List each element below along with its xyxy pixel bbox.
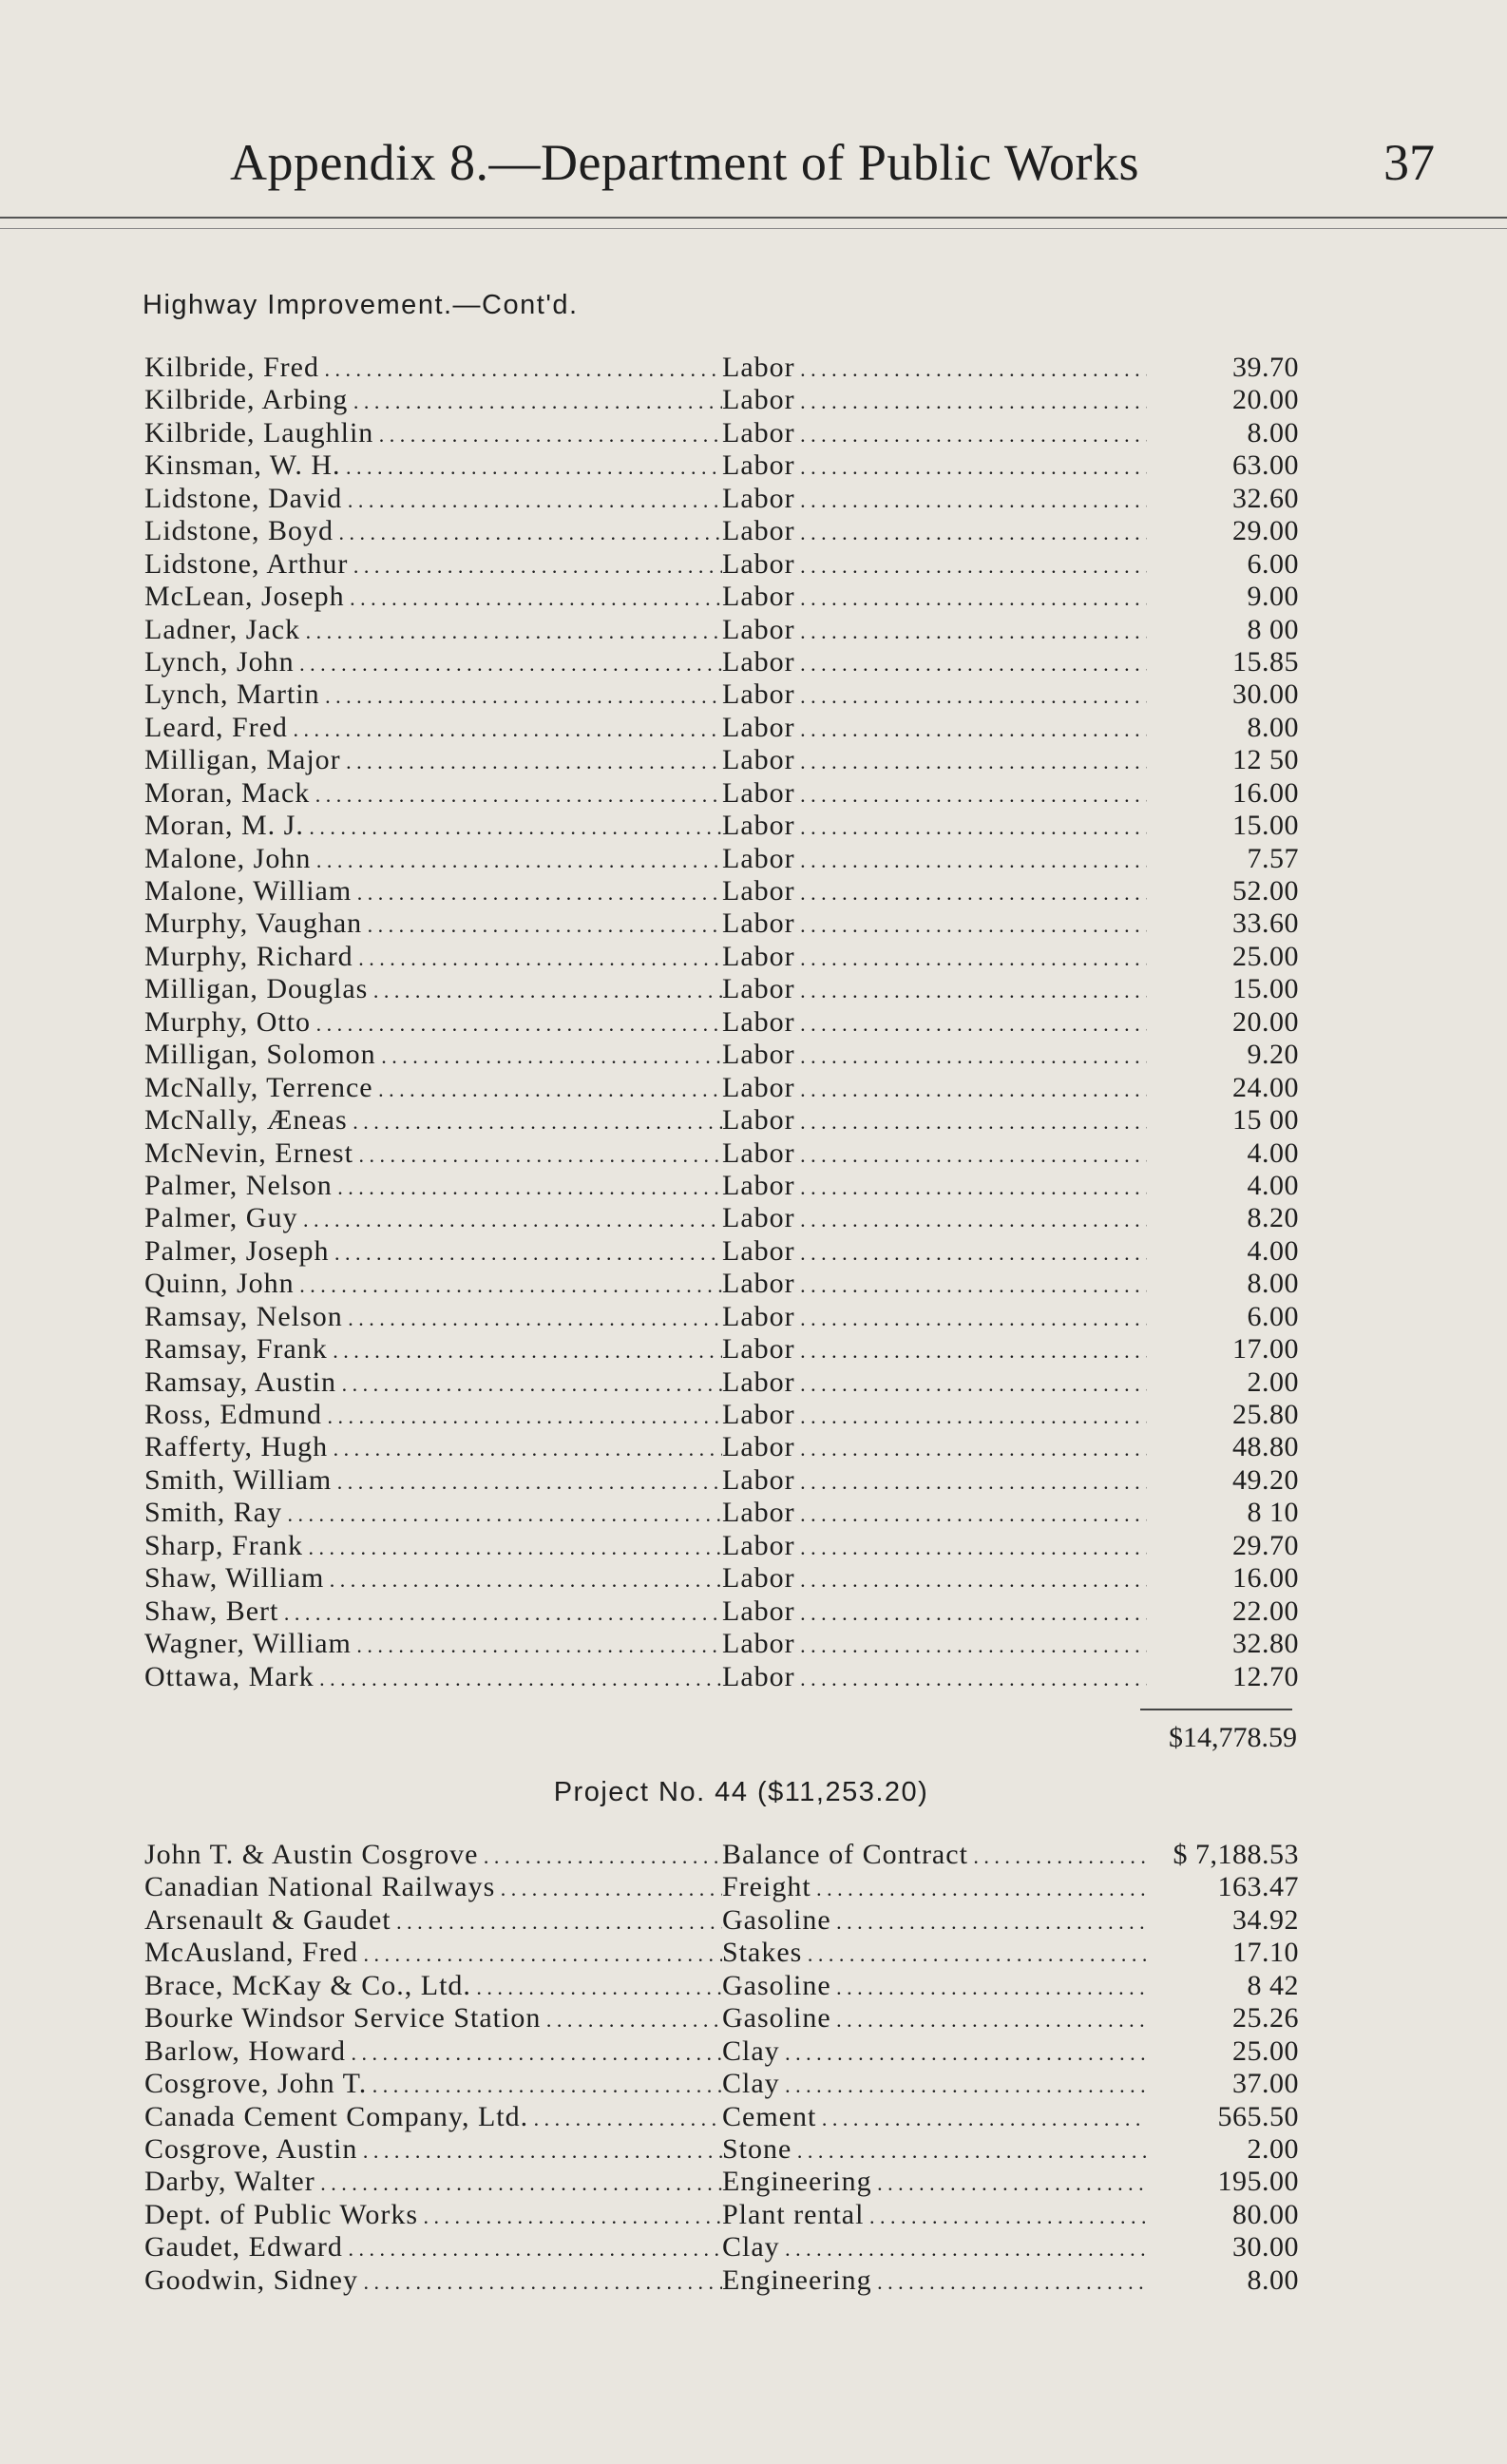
amount: 565.50 bbox=[1147, 2101, 1299, 2133]
amount: 20.00 bbox=[1147, 1006, 1299, 1039]
payee-name bbox=[144, 1006, 722, 1041]
payee-name-text: McNally, Terrence bbox=[144, 1071, 373, 1103]
highway-ledger bbox=[144, 352, 1299, 1693]
payee-name-text: Bourke Windsor Service Station bbox=[144, 2002, 542, 2034]
payee-name bbox=[144, 1170, 722, 1204]
payee-name-text: Smith, Ray bbox=[144, 1497, 283, 1529]
amount: 16.00 bbox=[1147, 1562, 1299, 1595]
amount: 15.85 bbox=[1147, 646, 1299, 678]
payee-name-text: Ross, Edmund bbox=[144, 1399, 323, 1430]
expense-item-text: Gasoline bbox=[722, 1969, 831, 2001]
expense-item-text: Labor bbox=[722, 515, 795, 547]
amount: 29.70 bbox=[1147, 1530, 1299, 1562]
expense-item-text: Labor bbox=[722, 842, 795, 874]
ledger-row bbox=[144, 1399, 1299, 1431]
amount: 15.00 bbox=[1147, 810, 1299, 842]
amount: 8.00 bbox=[1147, 2264, 1299, 2297]
expense-item-text: Clay bbox=[722, 2231, 780, 2263]
expense-item-text: Labor bbox=[722, 1039, 795, 1071]
payee-name bbox=[144, 1562, 722, 1596]
expense-item-text: Labor bbox=[722, 1071, 795, 1103]
ledger-row bbox=[144, 907, 1299, 940]
total-rule bbox=[1140, 1709, 1292, 1710]
amount: 9.20 bbox=[1147, 1039, 1299, 1071]
expense-item-text: Labor bbox=[722, 1595, 795, 1627]
ledger-row bbox=[144, 1104, 1299, 1136]
payee-name bbox=[144, 1268, 722, 1302]
amount: 16.00 bbox=[1147, 777, 1299, 810]
expense-item-text: Labor bbox=[722, 1202, 795, 1234]
expense-item-text: Labor bbox=[722, 1399, 795, 1430]
expense-item-text: Engineering bbox=[722, 2263, 872, 2296]
ledger-row bbox=[144, 417, 1299, 449]
ledger-row bbox=[144, 1904, 1299, 1937]
ledger-row bbox=[144, 1202, 1299, 1234]
amount: 63.00 bbox=[1147, 449, 1299, 482]
payee-name-text: Goodwin, Sidney bbox=[144, 2263, 358, 2296]
payee-name-text: Moran, Mack bbox=[144, 776, 311, 809]
expense-item-text: Labor bbox=[722, 1463, 795, 1496]
payee-name bbox=[144, 810, 722, 844]
ledger-row bbox=[144, 646, 1299, 678]
payee-name bbox=[144, 2133, 722, 2168]
payee-name-text: Arsenault & Gaudet bbox=[144, 1903, 391, 1936]
expense-item-text: Labor bbox=[722, 1104, 795, 1136]
payee-name bbox=[144, 2068, 722, 2102]
ledger-row bbox=[144, 1562, 1299, 1595]
payee-name bbox=[144, 1595, 722, 1630]
amount: 2.00 bbox=[1147, 1366, 1299, 1399]
amount: 17.10 bbox=[1147, 1937, 1299, 1969]
ledger-row bbox=[144, 1970, 1299, 2002]
ledger-row bbox=[144, 1039, 1299, 1071]
expense-item-text: Gasoline bbox=[722, 2002, 831, 2034]
amount: 4.00 bbox=[1147, 1137, 1299, 1170]
expense-item-text: Labor bbox=[722, 449, 795, 482]
ledger-row bbox=[144, 2002, 1299, 2034]
payee-name-text: Palmer, Guy bbox=[144, 1202, 298, 1234]
payee-name-text: Sharp, Frank bbox=[144, 1529, 303, 1561]
ledger-row bbox=[144, 1464, 1299, 1497]
expense-item-text: Labor bbox=[722, 1268, 795, 1300]
payee-name bbox=[144, 875, 722, 909]
payee-name-text: McNevin, Ernest bbox=[144, 1136, 353, 1169]
amount: $ 7,188.53 bbox=[1147, 1839, 1299, 1871]
amount: 15.00 bbox=[1147, 973, 1299, 1005]
highway-total: $14,778.59 bbox=[1169, 1722, 1297, 1753]
expense-item-text: Labor bbox=[722, 1529, 795, 1561]
payee-name-text: Shaw, William bbox=[144, 1562, 325, 1595]
amount: 24.00 bbox=[1147, 1072, 1299, 1104]
payee-name bbox=[144, 1871, 722, 1905]
amount: 17.00 bbox=[1147, 1333, 1299, 1366]
payee-name bbox=[144, 2101, 722, 2135]
payee-name-text: Kilbride, Laughlin bbox=[144, 416, 374, 449]
expense-item-text: Clay bbox=[722, 2034, 780, 2067]
amount: 20.00 bbox=[1147, 384, 1299, 416]
payee-name-text: Barlow, Howard bbox=[144, 2034, 347, 2067]
expense-item-text: Labor bbox=[722, 711, 795, 743]
expense-item-text: Labor bbox=[722, 1497, 795, 1529]
page-header bbox=[190, 133, 1435, 200]
ledger-row bbox=[144, 449, 1299, 482]
expense-item-text: Labor bbox=[722, 1366, 795, 1398]
ledger-row bbox=[144, 1366, 1299, 1399]
payee-name-text: Ramsay, Nelson bbox=[144, 1300, 343, 1332]
expense-item-text: Labor bbox=[722, 1136, 795, 1169]
amount: 8.00 bbox=[1147, 712, 1299, 744]
expense-item-text: Labor bbox=[722, 875, 795, 907]
payee-name bbox=[144, 712, 722, 746]
payee-name bbox=[144, 1497, 722, 1531]
ledger-row bbox=[144, 810, 1299, 842]
ledger-row bbox=[144, 744, 1299, 776]
expense-item-text: Labor bbox=[722, 1234, 795, 1267]
expense-item-text: Labor bbox=[722, 416, 795, 449]
amount: 8.00 bbox=[1147, 1268, 1299, 1300]
expense-item-text: Labor bbox=[722, 744, 795, 776]
ledger-row bbox=[144, 1839, 1299, 1871]
expense-item-text: Freight bbox=[722, 1871, 811, 1903]
ledger-row bbox=[144, 1628, 1299, 1660]
payee-name-text: Lynch, John bbox=[144, 645, 295, 678]
payee-name-text: McAusland, Fred bbox=[144, 1937, 358, 1969]
project-heading: Project No. 44 ($11,253.20) bbox=[553, 1777, 929, 1807]
ledger-row bbox=[144, 1301, 1299, 1333]
expense-item-text: Stone bbox=[722, 2132, 792, 2165]
amount: 8.20 bbox=[1147, 1202, 1299, 1234]
amount: 37.00 bbox=[1147, 2068, 1299, 2100]
amount: 25.00 bbox=[1147, 2035, 1299, 2068]
expense-item-text: Labor bbox=[722, 581, 795, 613]
amount: 48.80 bbox=[1147, 1431, 1299, 1463]
payee-name-text: Kilbride, Fred bbox=[144, 352, 319, 383]
ledger-row bbox=[144, 2101, 1299, 2133]
payee-name bbox=[144, 1104, 722, 1138]
expense-item-text: Balance of Contract bbox=[722, 1839, 968, 1870]
expense-item-text: Labor bbox=[722, 352, 795, 383]
payee-name-text: Malone, William bbox=[144, 875, 353, 907]
payee-name-text: Wagner, William bbox=[144, 1628, 352, 1660]
amount: 4.00 bbox=[1147, 1235, 1299, 1268]
payee-name-text: Murphy, Vaughan bbox=[144, 907, 363, 940]
payee-name bbox=[144, 941, 722, 975]
amount: 25.26 bbox=[1147, 2002, 1299, 2034]
expense-item-text: Labor bbox=[722, 547, 795, 580]
ledger-row bbox=[144, 1333, 1299, 1366]
payee-name-text: Milligan, Douglas bbox=[144, 973, 369, 1005]
ledger-row bbox=[144, 614, 1299, 646]
payee-name-text: Canadian National Railways bbox=[144, 1871, 496, 1903]
payee-name-text: Murphy, Richard bbox=[144, 940, 353, 972]
ledger-row bbox=[144, 1170, 1299, 1202]
ledger-row bbox=[144, 1235, 1299, 1268]
payee-name bbox=[144, 1137, 722, 1172]
payee-name-text: Dept. of Public Works bbox=[144, 2198, 419, 2230]
payee-name bbox=[144, 352, 722, 386]
expense-item-text: Labor bbox=[722, 1169, 795, 1201]
payee-name bbox=[144, 2035, 722, 2070]
expense-item-text: Labor bbox=[722, 384, 795, 416]
amount: 80.00 bbox=[1147, 2199, 1299, 2231]
payee-name-text: Ladner, Jack bbox=[144, 613, 301, 645]
payee-name bbox=[144, 1333, 722, 1367]
ledger-row bbox=[144, 515, 1299, 547]
payee-name bbox=[144, 1072, 722, 1106]
payee-name-text: Lidstone, David bbox=[144, 482, 343, 514]
expense-item-text: Gasoline bbox=[722, 1903, 831, 1936]
expense-item-text: Plant rental bbox=[722, 2198, 865, 2230]
payee-name-text: Gaudet, Edward bbox=[144, 2231, 343, 2263]
ledger-row bbox=[144, 384, 1299, 416]
payee-name-text: Malone, John bbox=[144, 842, 312, 874]
payee-name bbox=[144, 1039, 722, 1073]
payee-name bbox=[144, 1970, 722, 2004]
expense-item-text: Labor bbox=[722, 776, 795, 809]
payee-name bbox=[144, 417, 722, 451]
payee-name-text: Cosgrove, John T. bbox=[144, 2068, 368, 2100]
amount: 9.00 bbox=[1147, 581, 1299, 613]
amount: 30.00 bbox=[1147, 2231, 1299, 2263]
payee-name-text: Moran, M. J. bbox=[144, 810, 304, 842]
payee-name-text: Cosgrove, Austin bbox=[144, 2132, 358, 2165]
ledger-row bbox=[144, 352, 1299, 384]
payee-name bbox=[144, 515, 722, 549]
ledger-row bbox=[144, 581, 1299, 613]
payee-name-text: McLean, Joseph bbox=[144, 581, 345, 613]
payee-name-text: Shaw, Bert bbox=[144, 1595, 279, 1627]
payee-name bbox=[144, 2166, 722, 2200]
payee-name bbox=[144, 1628, 722, 1662]
payee-name-text: Darby, Walter bbox=[144, 2166, 315, 2198]
payee-name bbox=[144, 843, 722, 877]
page-number: 37 bbox=[1383, 134, 1435, 191]
amount: 195.00 bbox=[1147, 2166, 1299, 2198]
payee-name-text: Lynch, Martin bbox=[144, 678, 320, 711]
header-rule bbox=[0, 217, 1507, 219]
amount: 12.70 bbox=[1147, 1661, 1299, 1693]
expense-item-text: Labor bbox=[722, 1300, 795, 1332]
ledger-row bbox=[144, 2264, 1299, 2297]
payee-name bbox=[144, 777, 722, 812]
expense-item-text: Labor bbox=[722, 973, 795, 1005]
ledger-row bbox=[144, 1661, 1299, 1693]
ledger-row bbox=[144, 1497, 1299, 1529]
payee-name bbox=[144, 1661, 722, 1695]
payee-name-text: Kilbride, Arbing bbox=[144, 384, 349, 416]
payee-name-text: Lidstone, Arthur bbox=[144, 547, 349, 580]
ledger-row bbox=[144, 1595, 1299, 1628]
payee-name bbox=[144, 646, 722, 680]
payee-name bbox=[144, 483, 722, 517]
payee-name bbox=[144, 1235, 722, 1270]
ledger-row bbox=[144, 1937, 1299, 1969]
payee-name bbox=[144, 1530, 722, 1564]
ledger-row bbox=[144, 1072, 1299, 1104]
payee-name-text: McNally, Æneas bbox=[144, 1104, 348, 1136]
expense-item-text: Labor bbox=[722, 907, 795, 940]
ledger-row bbox=[144, 875, 1299, 907]
payee-name-text: Ottawa, Mark bbox=[144, 1660, 315, 1692]
ledger-row bbox=[144, 941, 1299, 973]
expense-item-text: Labor bbox=[722, 940, 795, 972]
expense-item-text: Labor bbox=[722, 1660, 795, 1692]
payee-name bbox=[144, 1839, 722, 1873]
payee-name bbox=[144, 2199, 722, 2233]
payee-name-text: Rafferty, Hugh bbox=[144, 1431, 329, 1463]
payee-name bbox=[144, 1904, 722, 1939]
expense-item-text: Labor bbox=[722, 1562, 795, 1595]
ledger-row bbox=[144, 973, 1299, 1005]
amount: 7.57 bbox=[1147, 843, 1299, 875]
expense-item-text: Labor bbox=[722, 810, 795, 842]
expense-item-text: Labor bbox=[722, 613, 795, 645]
ledger-row bbox=[144, 2133, 1299, 2166]
payee-name-text: Brace, McKay & Co., Ltd. bbox=[144, 1969, 471, 2001]
ledger-row bbox=[144, 548, 1299, 581]
payee-name bbox=[144, 907, 722, 942]
amount: 39.70 bbox=[1147, 352, 1299, 384]
ledger-row bbox=[144, 777, 1299, 810]
payee-name bbox=[144, 744, 722, 778]
ledger-row bbox=[144, 1268, 1299, 1300]
ledger-row bbox=[144, 2166, 1299, 2198]
payee-name bbox=[144, 1301, 722, 1335]
payee-name-text: Palmer, Nelson bbox=[144, 1169, 333, 1201]
payee-name bbox=[144, 2231, 722, 2265]
amount: 6.00 bbox=[1147, 548, 1299, 581]
ledger-row bbox=[144, 2231, 1299, 2263]
payee-name-text: Milligan, Major bbox=[144, 744, 341, 776]
ledger-row bbox=[144, 712, 1299, 744]
amount: 30.00 bbox=[1147, 678, 1299, 711]
payee-name bbox=[144, 1366, 722, 1401]
expense-item-text: Stakes bbox=[722, 1937, 803, 1969]
amount: 49.20 bbox=[1147, 1464, 1299, 1497]
ledger-row bbox=[144, 678, 1299, 711]
amount: 25.00 bbox=[1147, 941, 1299, 973]
amount: 8 10 bbox=[1147, 1497, 1299, 1529]
header-rule-secondary bbox=[0, 228, 1507, 229]
amount: 29.00 bbox=[1147, 515, 1299, 547]
payee-name bbox=[144, 2264, 722, 2299]
payee-name-text: Palmer, Joseph bbox=[144, 1234, 330, 1267]
payee-name bbox=[144, 548, 722, 583]
expense-item-text: Labor bbox=[722, 1628, 795, 1660]
expense-item-text: Labor bbox=[722, 1005, 795, 1038]
ledger-row bbox=[144, 1006, 1299, 1039]
amount: 12 50 bbox=[1147, 744, 1299, 776]
payee-name-text: Canada Cement Company, Ltd. bbox=[144, 2100, 529, 2132]
payee-name-text: Kinsman, W. H. bbox=[144, 449, 341, 482]
amount: 8.00 bbox=[1147, 417, 1299, 449]
ledger-row bbox=[144, 843, 1299, 875]
payee-name bbox=[144, 1399, 722, 1433]
expense-item-text: Labor bbox=[722, 678, 795, 711]
amount: 25.80 bbox=[1147, 1399, 1299, 1431]
amount: 33.60 bbox=[1147, 907, 1299, 940]
payee-name bbox=[144, 1431, 722, 1465]
page-title: Appendix 8.—Department of Public Works bbox=[230, 134, 1140, 191]
payee-name bbox=[144, 384, 722, 418]
expense-item-text: Labor bbox=[722, 645, 795, 678]
amount: 163.47 bbox=[1147, 1871, 1299, 1903]
payee-name bbox=[144, 2002, 722, 2036]
ledger-row bbox=[144, 2068, 1299, 2100]
amount: 22.00 bbox=[1147, 1595, 1299, 1628]
payee-name bbox=[144, 1464, 722, 1499]
payee-name-text: Lidstone, Boyd bbox=[144, 515, 334, 547]
amount: 34.92 bbox=[1147, 1904, 1299, 1937]
payee-name-text: Milligan, Solomon bbox=[144, 1039, 376, 1071]
ledger-row bbox=[144, 1530, 1299, 1562]
amount: 8 00 bbox=[1147, 614, 1299, 646]
payee-name bbox=[144, 678, 722, 713]
amount: 2.00 bbox=[1147, 2133, 1299, 2166]
payee-name-text: Ramsay, Frank bbox=[144, 1333, 328, 1366]
payee-name-text: John T. & Austin Cosgrove bbox=[144, 1839, 479, 1870]
payee-name bbox=[144, 1937, 722, 1971]
expense-item-text: Cement bbox=[722, 2100, 817, 2132]
payee-name-text: Quinn, John bbox=[144, 1268, 295, 1300]
ledger-row bbox=[144, 1871, 1299, 1903]
amount: 6.00 bbox=[1147, 1301, 1299, 1333]
section-heading: Highway Improvement.—Cont'd. bbox=[143, 290, 579, 320]
payee-name bbox=[144, 973, 722, 1007]
project-ledger bbox=[144, 1839, 1299, 2297]
ledger-row bbox=[144, 2035, 1299, 2068]
amount: 4.00 bbox=[1147, 1170, 1299, 1202]
payee-name-text: Ramsay, Austin bbox=[144, 1366, 337, 1398]
ledger-row bbox=[144, 1431, 1299, 1463]
amount: 52.00 bbox=[1147, 875, 1299, 907]
ledger-row bbox=[144, 1137, 1299, 1170]
payee-name bbox=[144, 614, 722, 648]
payee-name bbox=[144, 581, 722, 615]
payee-name bbox=[144, 449, 722, 484]
amount: 8 42 bbox=[1147, 1970, 1299, 2002]
ledger-row bbox=[144, 483, 1299, 515]
payee-name-text: Leard, Fred bbox=[144, 711, 288, 743]
expense-item-text: Labor bbox=[722, 482, 795, 514]
expense-item-text: Labor bbox=[722, 1333, 795, 1366]
amount: 32.60 bbox=[1147, 483, 1299, 515]
expense-item-text: Clay bbox=[722, 2068, 780, 2100]
payee-name bbox=[144, 1202, 722, 1236]
amount: 15 00 bbox=[1147, 1104, 1299, 1136]
payee-name-text: Smith, William bbox=[144, 1463, 333, 1496]
amount: 32.80 bbox=[1147, 1628, 1299, 1660]
ledger-row bbox=[144, 2199, 1299, 2231]
expense-item-text: Engineering bbox=[722, 2166, 872, 2198]
expense-item-text: Labor bbox=[722, 1431, 795, 1463]
payee-name-text: Murphy, Otto bbox=[144, 1005, 312, 1038]
